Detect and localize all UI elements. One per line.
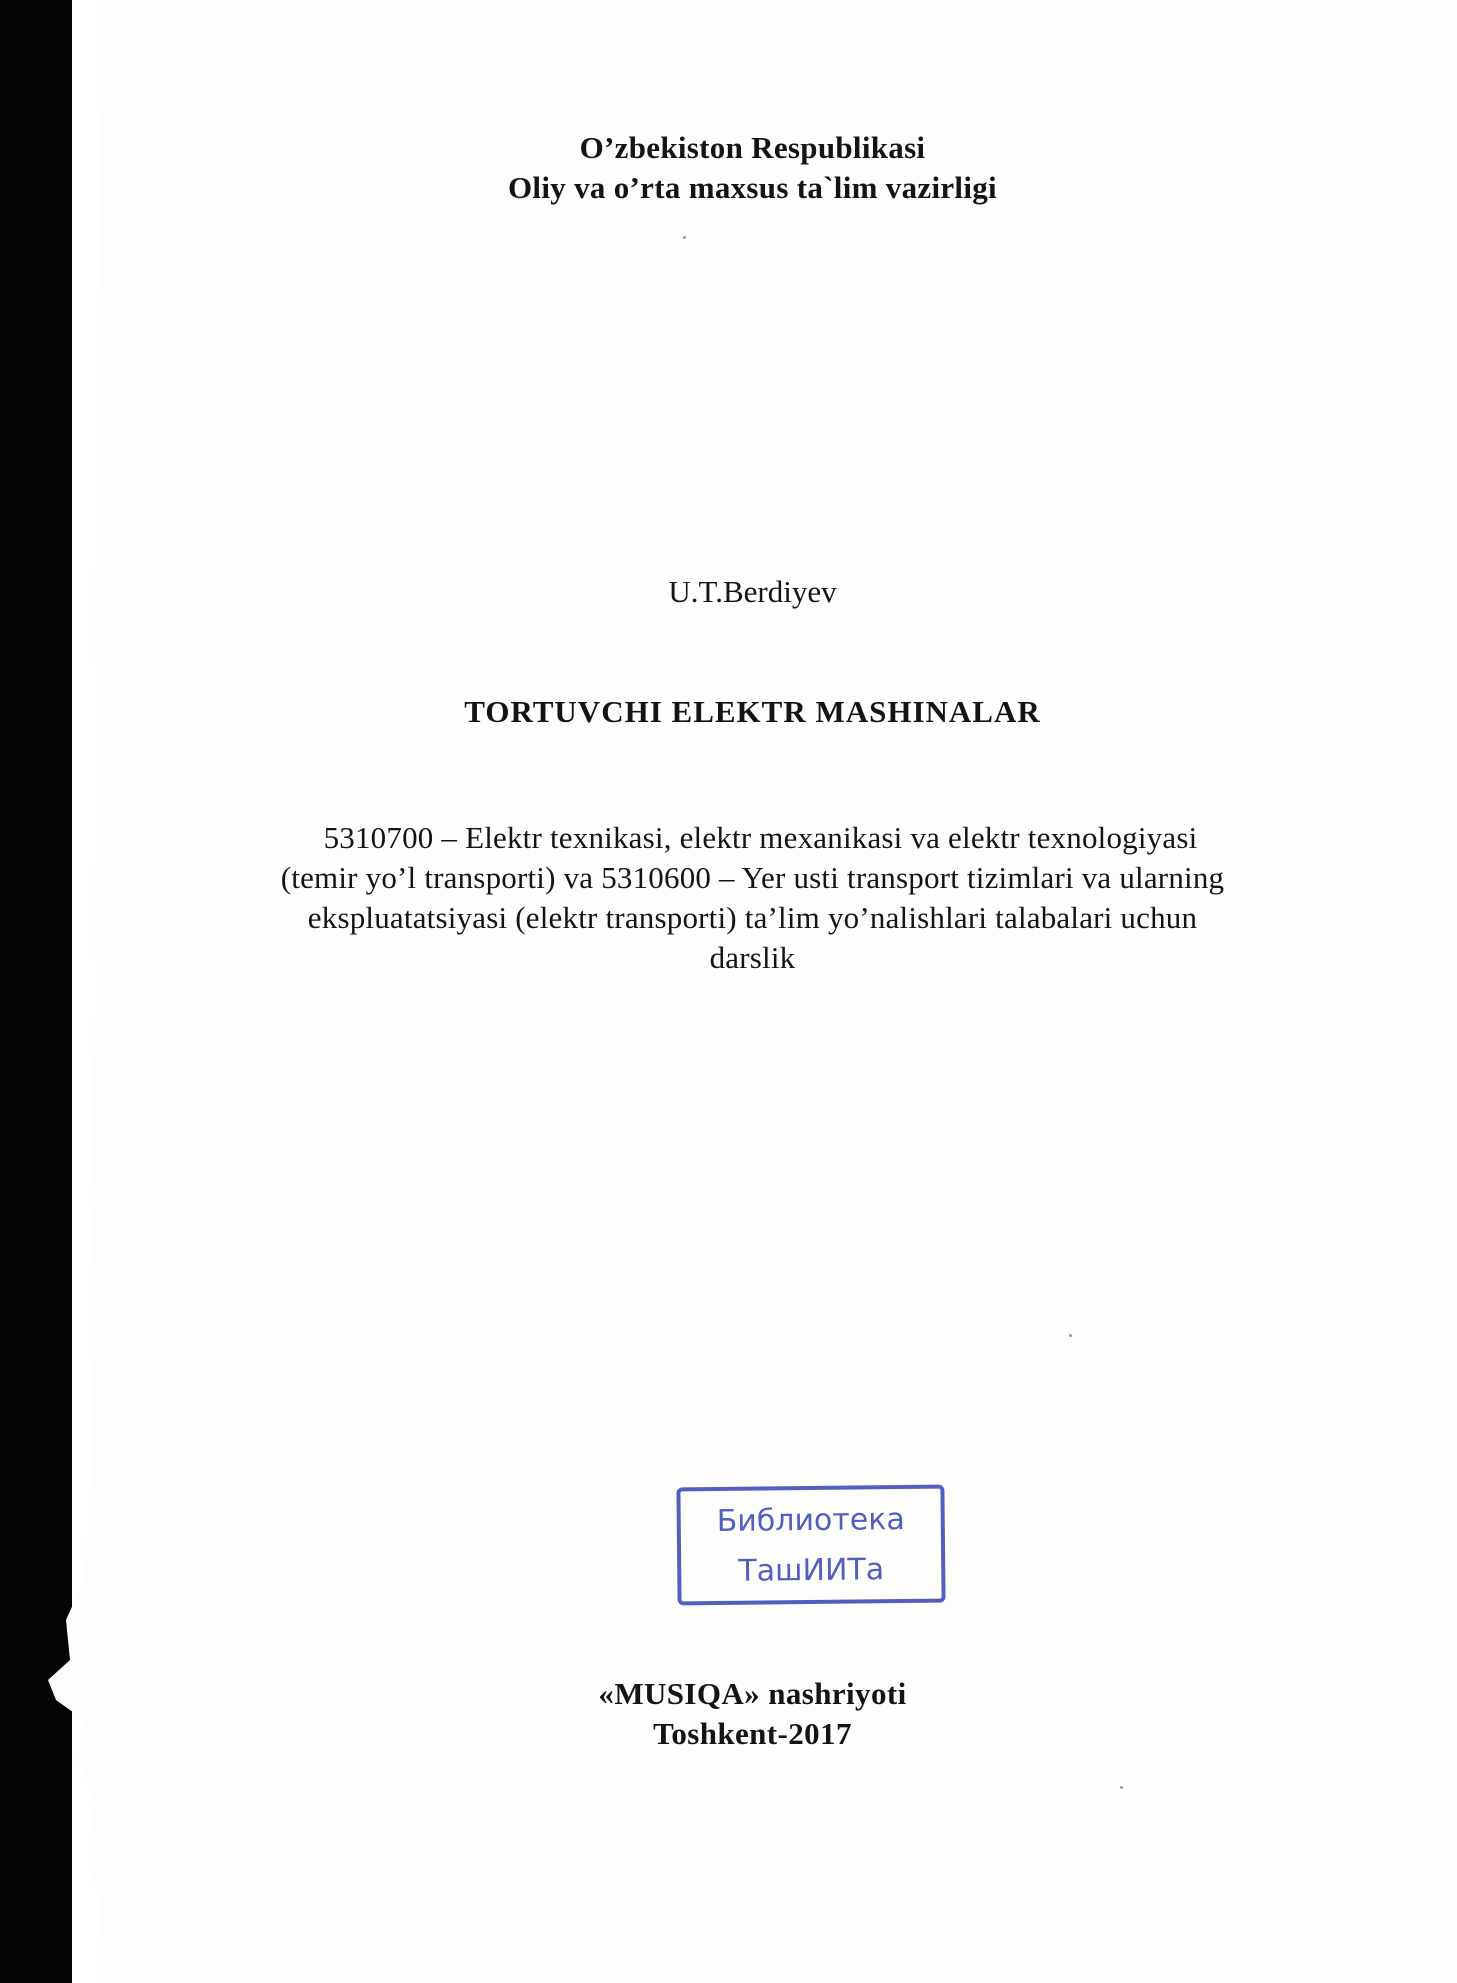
- ministry-header-line-1: O’zbekiston Respublikasi: [579, 130, 926, 165]
- publisher-name: «MUSIQA» nashriyoti: [598, 1676, 907, 1711]
- scan-speck: [1120, 1786, 1123, 1789]
- book-title: TORTUVCHI ELEKTR MASHINALAR: [464, 694, 1041, 729]
- author-name: U.T.Berdiyev: [668, 574, 837, 609]
- stamp-line-1: Библиотека: [716, 1502, 905, 1539]
- description-line-4: darslik: [709, 940, 796, 975]
- description-line-3: ekspluatatsiyasi (elektr transporti) ta’lim yo’nalishlari talabalari uchun: [307, 900, 1198, 935]
- library-stamp: [676, 1485, 945, 1606]
- scan-speck: [683, 236, 686, 239]
- scan-speck: [1069, 1334, 1072, 1337]
- ministry-header-line-2: Oliy va o’rta maxsus ta`lim vazirligi: [508, 170, 997, 205]
- publisher-city-year: Toshkent-2017: [653, 1716, 852, 1751]
- description-line-2: (temir yo’l transporti) va 5310600 – Yer usti transport tizimlari va ularning: [280, 860, 1225, 895]
- description-line-1: 5310700 – Elektr texnikasi, elektr mexanikasi va elektr texnologiyasi: [323, 820, 1198, 855]
- stamp-line-2: ТашИИТа: [738, 1552, 885, 1589]
